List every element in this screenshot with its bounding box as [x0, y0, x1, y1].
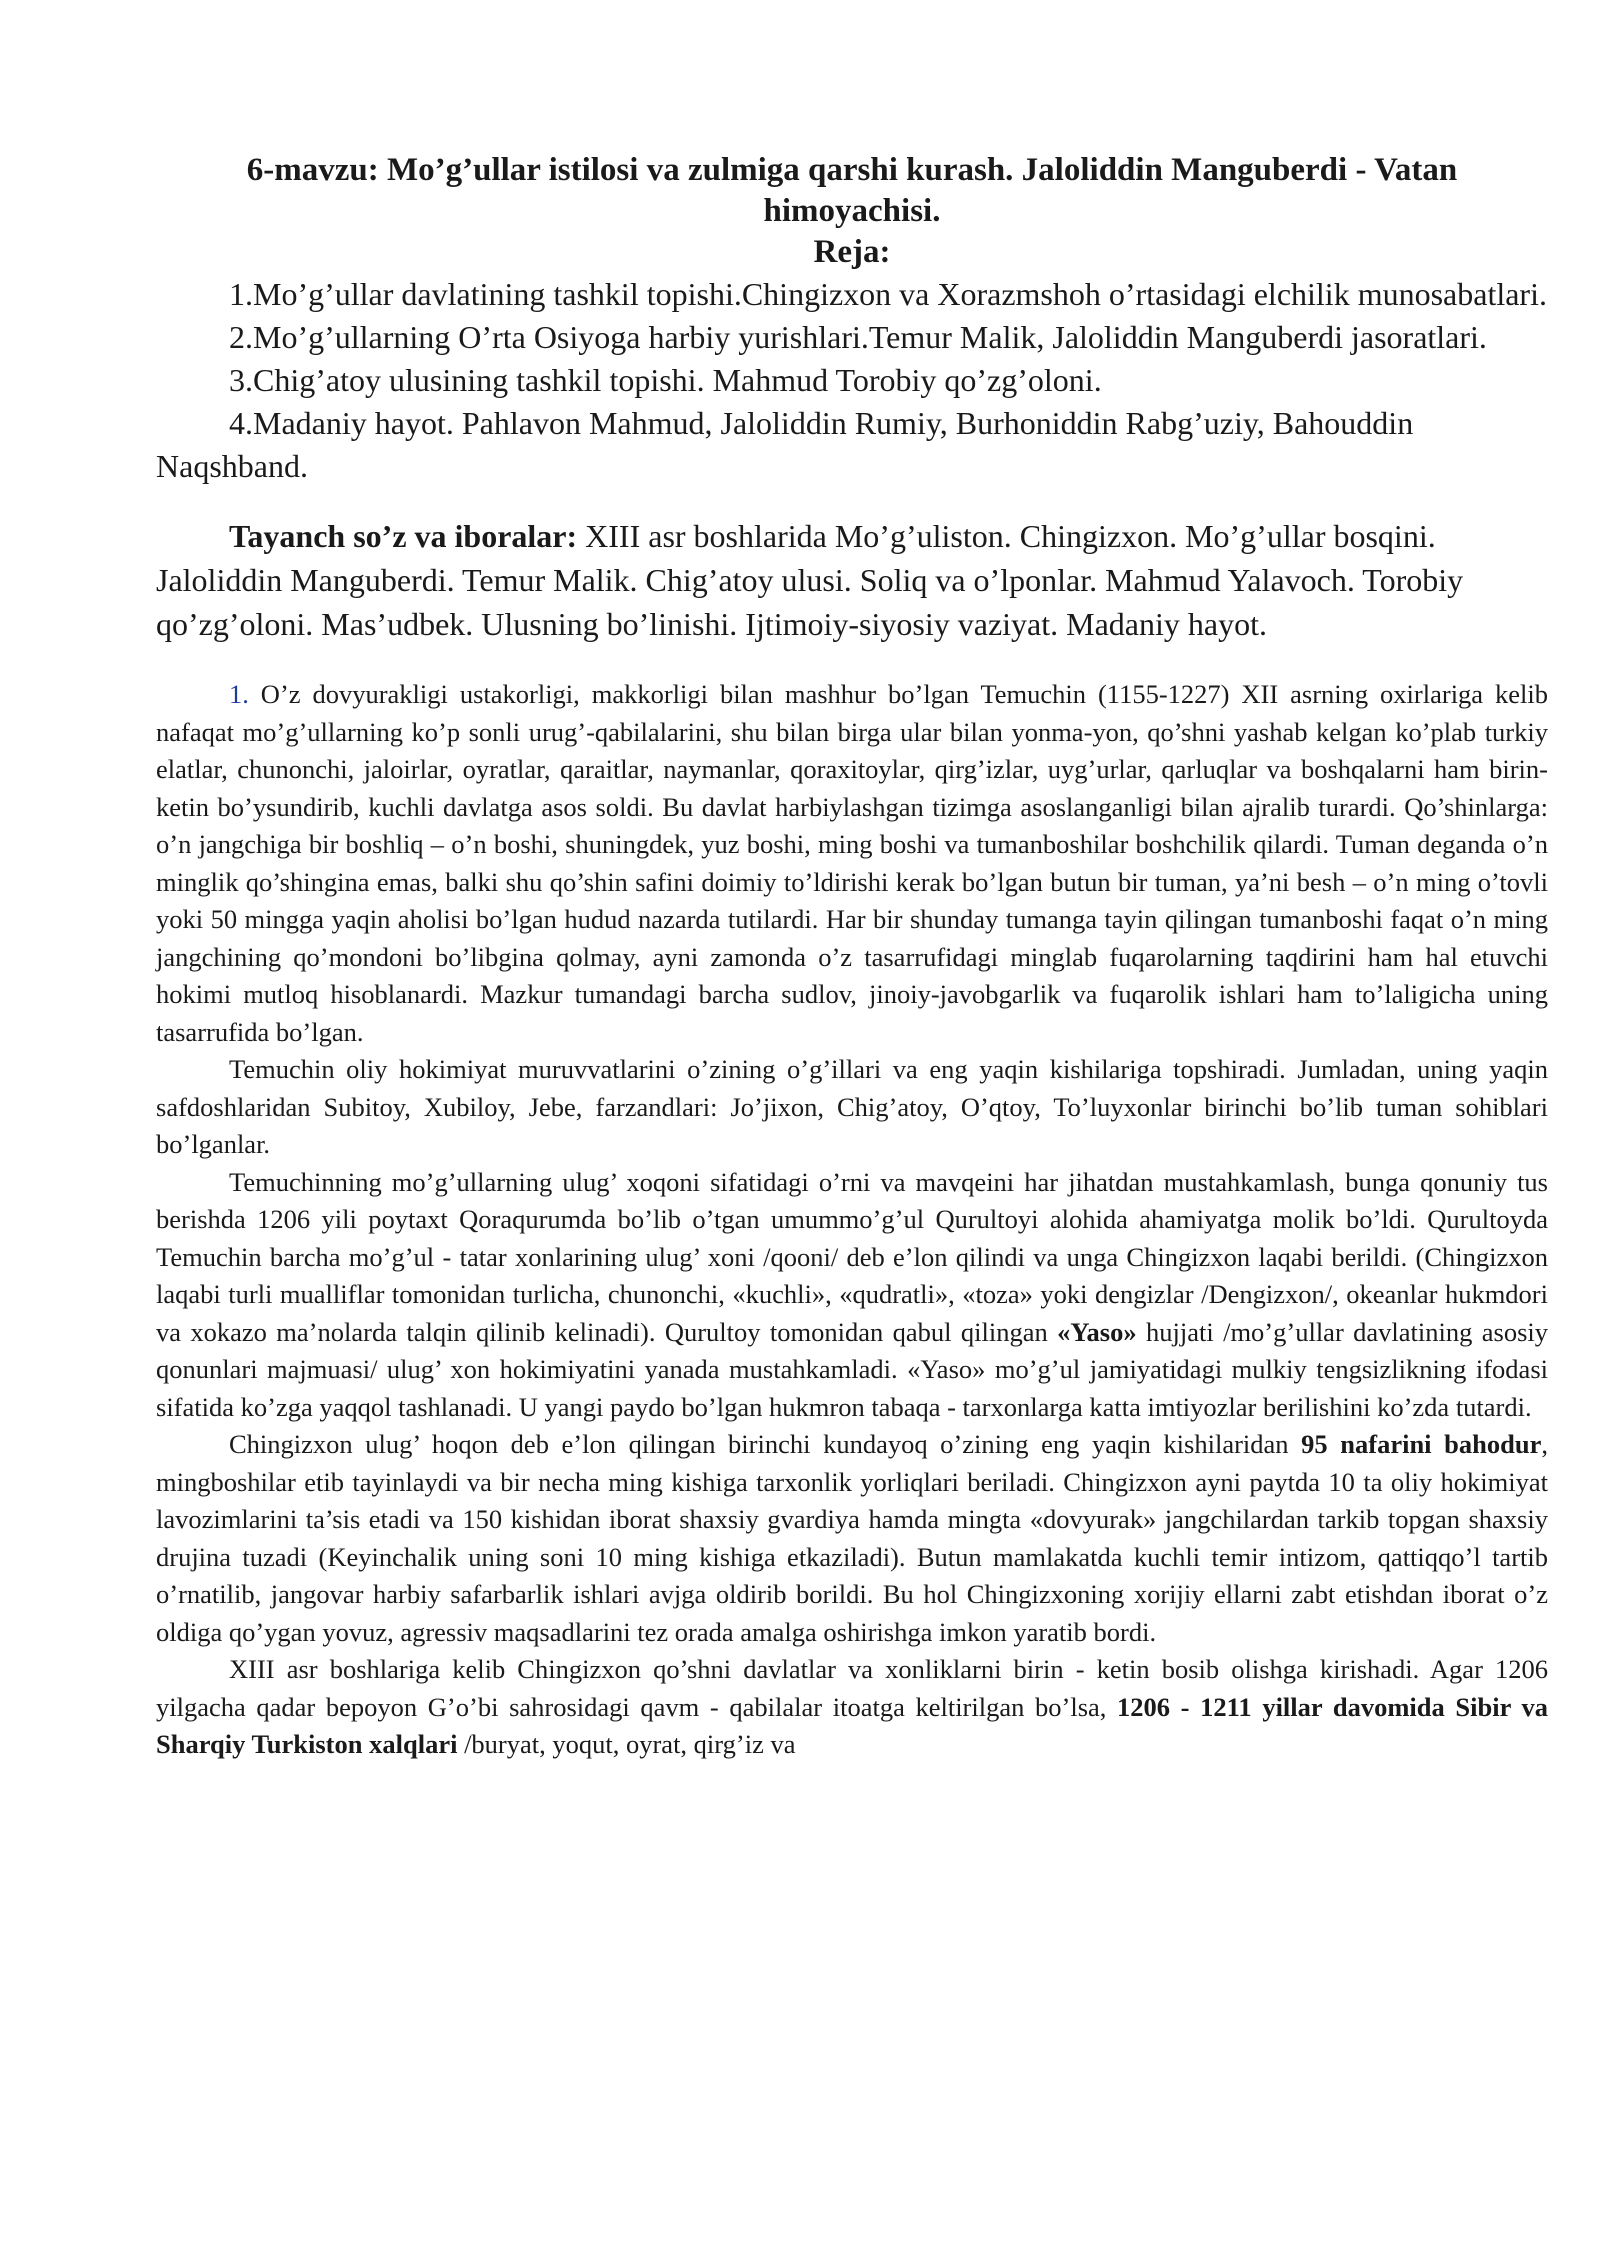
document-page — [156, 150, 1548, 1764]
paragraph: Temuchin oliy hokimiyat muruvvatlarini o’zining o’g’illari va eng yaqin kishilariga topshiradi. Jumladan, uning yaqin safdoshlaridan Subitoy, Xubiloy, Jebe, farzandlari: Jo’jixon, Chig’atoy, O’qtoy, To’luyxonlar birinchi bo’lib tuman sohiblari bo’lganlar. — [156, 1054, 1548, 1159]
plan-item: 4.Madaniy hayot. Pahlavon Mahmud, Jaloliddin Rumiy, Burhoniddin Rabg’uziy, Bahouddin Naqshband. — [156, 405, 1414, 484]
plan-list — [156, 273, 1548, 488]
plan-item: 3.Chig’atoy ulusining tashkil topishi. Mahmud Torobiy qo’zg’oloni. — [229, 362, 1102, 398]
paragraph-text: Temuchinning mo’g’ullarning ulug’ xoqoni sifatidagi o’rni va mavqeini har jihatdan mustahkamlash, bunga qonuniy tus berishda 1206 yili poytaxt Qoraqurumda bo’lib o’tgan umummo’g’ul Qurultoyi alohida ahamiyatga molik bo’ldi. Qurultoyda Temuchin barcha mo’g’ul - tatar xonlarining ulug’ xoni /qooni/ deb e’lon qilindi va unga Chingizxon laqabi berildi. (Chingizxon laqabi turli mualliflar tomonidan turlicha, chunonchi, «kuchli», «qudratli», «toza» yoki dengizlar /Dengizxon/, okeanlar hukmdori va xokazo ma’nolarda talqin qilinib kelinadi). Qurultoy tomonidan qabul qilingan — [156, 1166, 1548, 1347]
paragraph — [156, 1426, 1548, 1651]
keywords-label: Tayanch so’z va iboralar: — [229, 518, 578, 554]
paragraph-text: /buryat, yoqut, oyrat, qirg’iz va — [457, 1729, 796, 1759]
bold-term: «Yaso» — [1057, 1316, 1137, 1347]
keywords-paragraph — [156, 514, 1548, 646]
paragraph — [156, 1164, 1548, 1427]
bold-term: 95 nafarini bahodur — [1301, 1429, 1542, 1459]
section-number: 1. — [229, 679, 249, 709]
plan-item: 1.Mo’g’ullar davlatining tashkil topishi.Chingizxon va Xorazmshoh o’rtasidagi elchilik munosabatlari. — [229, 276, 1547, 312]
bold-term: 1206 - 1211 yillar davomida Sibir va Sharqiy Turkiston xalqlari — [156, 1691, 1548, 1759]
paragraph-text: , mingboshilar etib tayinlaydi va bir necha ming kishiga tarxonlik yorliqlari beriladi. Chingizxon ayni paytda 10 ta oliy hokimiyat lavozimlarini ta’sis etadi va 150 kishidan iborat shaxsiy gvardiya hamda mingta «dovyurak» jangchilardan tarkib topgan shaxsiy drujina tuzadi (Keyinchalik uning soni 10 ming kishiga etkaziladi). Butun mamlakatda kuchli temir intizom, qattiqqo’l tartib o’rnatilib, jangovar harbiy safarbarlik ishlari avjga oldirib borildi. Bu hol Chingizxoning xorijiy ellarni zabt etishdan iborat o’z oldiga qo’ygan yovuz, agressiv maqsadlarini tez orada amalga oshirishga imkon yaratib bordi. — [156, 1429, 1548, 1647]
page-title: 6-mavzu: Mo’g’ullar istilosi va zulmiga qarshi kurash. Jaloliddin Manguberdi - Vatan himoyachisi. — [246, 152, 1458, 229]
paragraph-text: Chingizxon ulug’ hoqon deb e’lon qilingan birinchi kundayoq o’zining eng yaqin kishilaridan — [229, 1429, 1302, 1459]
paragraph-text: hujjati /mo’g’ullar davlatining asosiy qonunlari majmuasi/ ulug’ xon hokimiyatini yanada mustahkamladi. «Yaso» mo’g’ul jamiyatidagi mulkiy tengsizlikning ifodasi sifatida ko’zga yaqqol tashlanadi. U yangi paydo bo’lgan hukmron tabaqa - tarxonlarga katta imtiyozlar berilishini ko’zda tutardi. — [156, 1316, 1548, 1422]
plan-item: 2.Mo’g’ullarning O’rta Osiyoga harbiy yurishlari.Temur Malik, Jaloliddin Manguberdi jasoratlari. — [229, 319, 1487, 355]
keywords-text: XIII asr boshlarida Mo’g’uliston. Chingizxon. Mo’g’ullar bosqini. Jaloliddin Manguberdi. Temur Malik. Chig’atoy ulusi. Soliq va o’lponlar. Mahmud Yalavoch. Torobiy qo’zg’oloni. Mas’udbek. Ulusning bo’linishi. Ijtimoiy-siyosiy vaziyat. Madaniy hayot. — [156, 518, 1464, 642]
paragraph-text: XIII asr boshlariga kelib Chingizxon qo’shni davlatlar va xonliklarni birin - ketin bosib olishga kirishadi. Agar 1206 yilgacha qadar bepoyon G’o’bi sahrosidagi qavm - qabilalar itoatga keltirilgan bo’lsa, — [156, 1654, 1548, 1722]
paragraph — [156, 1651, 1548, 1764]
plan-heading: Reja: — [813, 234, 891, 270]
paragraph — [156, 676, 1548, 1051]
body-text — [156, 676, 1548, 1764]
paragraph-text: O’z dovyurakligi ustakorligi, makkorligi bilan mashhur bo’lgan Temuchin (1155-1227) XII asrning oxirlariga kelib nafaqat mo’g’ullarning ko’p sonli urug’-qabilalarini, shu bilan birga ular bilan yonma-yon, qo’shni yashab kelgan ko’plab turkiy elatlar, chunonchi, jaloirlar, oyratlar, qaraitlar, naymanlar, qoraxitoylar, qirg’izlar, uyg’urlar, qarluqlar va boshqalarni ham birin-ketin bo’ysundirib, kuchli davlatga asos soldi. Bu davlat harbiylashgan tizimga asoslanganligi bilan ajralib turardi. Qo’shinlarga: o’n jangchiga bir boshliq – o’n boshi, shuningdek, yuz boshi, ming boshi va tumanboshilar boshchilik qilardi. Tuman deganda o’n minglik qo’shingina emas, balki shu qo’shin safini doimiy to’ldirishi kerak bo’lgan butun bir tuman, ya’ni besh – o’n ming o’tovli yoki 50 mingga yaqin aholisi bo’lgan hudud nazarda tutilardi. Har bir shunday tumanga tayin qilingan tumanboshi faqat o’n ming jangchining qo’mondoni bo’libgina qolmay, ayni zamonda o’z tasarrufidagi minglab fuqarolarning taqdirini ham hal etuvchi hokimi mutloq hisoblanardi. Mazkur tumandagi barcha sudlov, jinoiy-javobgarlik va fuqarolik ishlari ham to’laligicha uning tasarrufida bo’lgan. — [156, 679, 1548, 1047]
